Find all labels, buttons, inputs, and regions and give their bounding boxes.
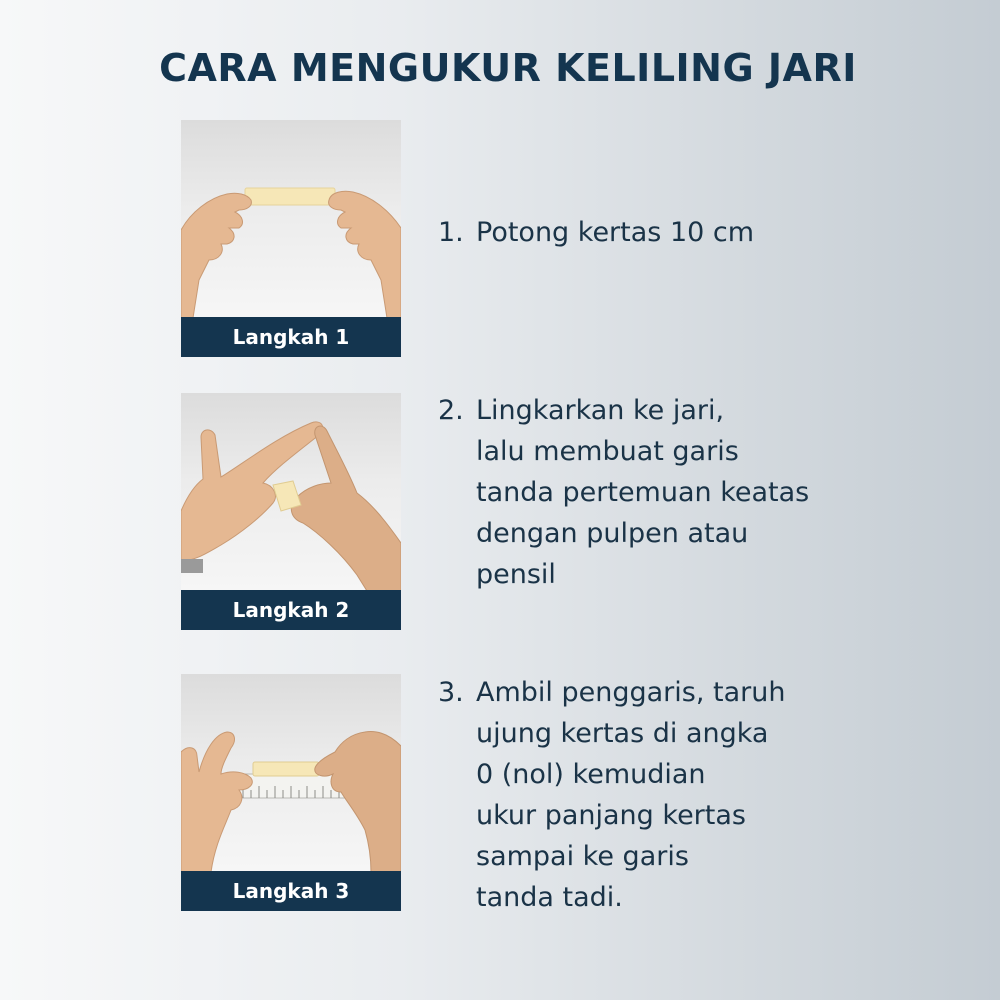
- step-3-card: [181, 674, 401, 911]
- paper-strip: [253, 762, 319, 776]
- step-1-photo: [181, 120, 401, 318]
- step-1-instruction: [438, 212, 918, 253]
- left-hand: [181, 193, 251, 318]
- left-hand: [181, 422, 323, 561]
- step-3-line: ujung kertas di angka: [476, 718, 769, 749]
- step-2-line: Lingkarkan ke jari,: [476, 395, 725, 426]
- step-2-line: dengan pulpen atau: [476, 518, 749, 549]
- step-3-line: sampai ke garis: [476, 841, 689, 872]
- step-3-photo: [181, 674, 401, 872]
- step-3-line: Ambil penggaris, taruh: [476, 677, 786, 708]
- step-2-number: 2.: [438, 395, 464, 426]
- step-2-card: [181, 393, 401, 630]
- paper-strip: [245, 188, 335, 205]
- paper-wrapped-around-finger-illustration: [181, 393, 401, 591]
- step-1-label: Langkah 1: [181, 317, 401, 357]
- step-1-number: 1.: [438, 217, 464, 248]
- page-title: CARA MENGUKUR KELILING JARI: [159, 46, 857, 90]
- step-3-number: 3.: [438, 677, 464, 708]
- step-2-instruction: [438, 390, 918, 595]
- step-1-line: Potong kertas 10 cm: [476, 217, 755, 248]
- step-2-line: pensil: [476, 559, 556, 590]
- hands-holding-paper-strip-illustration: [181, 120, 401, 318]
- step-3-instruction: [438, 672, 918, 918]
- right-hand: [315, 732, 401, 872]
- step-2-line: tanda pertemuan keatas: [476, 477, 810, 508]
- step-2-line: lalu membuat garis: [476, 436, 739, 467]
- step-3-line: 0 (nol) kemudian: [476, 759, 706, 790]
- paper-band: [273, 481, 301, 511]
- step-2-label: Langkah 2: [181, 590, 401, 630]
- step-3-line: ukur panjang kertas: [476, 800, 746, 831]
- left-hand: [181, 732, 252, 872]
- step-3-line: tanda tadi.: [476, 882, 623, 913]
- right-hand: [329, 191, 401, 318]
- step-3-label: Langkah 3: [181, 871, 401, 911]
- measuring-paper-with-ruler-illustration: [181, 674, 401, 872]
- step-1-card: [181, 120, 401, 357]
- watch-band: [181, 559, 203, 573]
- right-hand: [291, 426, 401, 591]
- step-2-photo: [181, 393, 401, 591]
